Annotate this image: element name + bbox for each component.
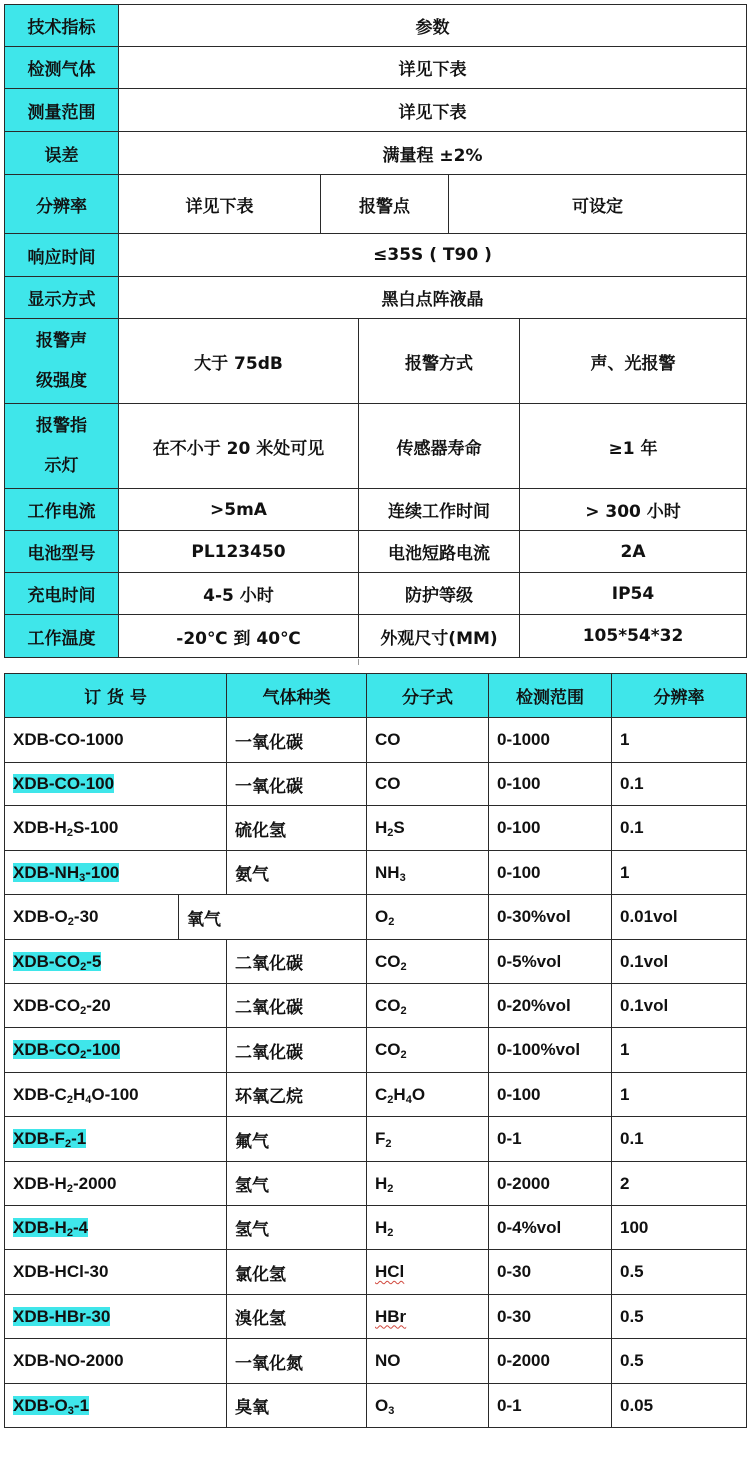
order-gas-cell: 氯化氢 — [227, 1250, 367, 1295]
order-formula-text — [375, 1174, 393, 1193]
spec-current-label: 工作电流 — [5, 489, 119, 531]
order-model-text — [13, 1129, 86, 1148]
spec-sound-label-line2: 级强度 — [36, 371, 87, 391]
text-part: -1 — [73, 1395, 90, 1415]
text-part: O-100 — [91, 1084, 139, 1104]
spec-range-label: 测量范围 — [5, 89, 119, 132]
order-model-cell — [5, 1250, 227, 1295]
order-formula-text — [375, 1307, 406, 1326]
subscript: 3 — [388, 1404, 395, 1417]
order-table — [4, 673, 747, 1428]
order-range-cell: 0-30%vol — [489, 895, 612, 940]
order-header-model: 订 货 号 — [5, 674, 227, 718]
text-part: F — [375, 1129, 386, 1148]
order-resolution-cell: 0.1 — [612, 806, 747, 851]
order-gas-cell: 氢气 — [227, 1162, 367, 1206]
order-formula-cell — [367, 806, 489, 851]
subscript: 2 — [67, 916, 74, 928]
spec-temp-value: -20℃ 到 40℃ — [119, 615, 359, 658]
order-row — [5, 1339, 747, 1384]
text-part: -1 — [71, 1129, 87, 1148]
order-model-cell — [5, 851, 227, 895]
spec-range-value: 详见下表 — [119, 89, 747, 132]
order-formula-cell — [367, 895, 489, 940]
subscript: 2 — [387, 1226, 394, 1239]
order-formula-cell — [367, 1206, 489, 1250]
spec-alarm-label: 报警点 — [321, 175, 449, 234]
text-part: XDB-CO — [13, 951, 81, 971]
order-formula-cell — [367, 763, 489, 806]
text-part: XDB-CO-100 — [13, 774, 115, 793]
text-part: XDB-HCl-30 — [13, 1262, 109, 1281]
order-row — [5, 851, 747, 895]
text-part: H — [393, 1084, 406, 1104]
text-part: CO — [375, 774, 401, 793]
order-model-text — [13, 907, 98, 926]
spec-sound-value: 大于 75dB — [119, 319, 359, 404]
order-resolution-cell: 0.1vol — [612, 940, 747, 984]
spec-light-label — [5, 404, 119, 489]
text-part: -5 — [86, 951, 102, 971]
text-part: XDB-CO — [13, 995, 81, 1015]
order-row — [5, 1295, 747, 1339]
spec-work-time-value: > 300 小时 — [520, 489, 747, 531]
order-range-cell: 0-1 — [489, 1117, 612, 1162]
order-formula-text — [375, 996, 407, 1015]
spec-protect-label: 防护等级 — [359, 573, 520, 615]
text-part: O — [375, 907, 389, 926]
text-part: CO — [375, 1040, 401, 1059]
subscript: 2 — [387, 1182, 394, 1195]
order-model-cell — [5, 940, 227, 984]
text-part: C — [375, 1084, 388, 1104]
text-part: -100 — [86, 1040, 121, 1059]
order-range-cell: 0-20%vol — [489, 984, 612, 1028]
subscript: 2 — [400, 1049, 407, 1061]
order-formula-text — [375, 907, 394, 926]
text-part: XDB-HBr-30 — [13, 1306, 111, 1326]
spec-response-value: ≤35S ( T90 ) — [119, 234, 747, 277]
order-range-cell: 0-100%vol — [489, 1028, 612, 1073]
subscript: 2 — [388, 916, 395, 928]
spec-temp-label: 工作温度 — [5, 615, 119, 658]
order-resolution-cell: 1 — [612, 851, 747, 895]
subscript: 2 — [64, 1138, 72, 1150]
text-part: S — [393, 818, 405, 837]
spec-gas-value: 详见下表 — [119, 47, 747, 89]
order-gas-cell: 二氧化碳 — [227, 1028, 367, 1073]
order-range-cell: 0-2000 — [489, 1339, 612, 1384]
spec-battery-label: 电池型号 — [5, 531, 119, 573]
order-formula-text — [375, 818, 405, 837]
spec-alarm-value: 可设定 — [449, 175, 747, 234]
spec-resolution-label: 分辨率 — [5, 175, 119, 234]
order-model-cell — [5, 1073, 227, 1117]
order-resolution-cell: 1 — [612, 1073, 747, 1117]
order-gas-cell: 氨气 — [227, 851, 367, 895]
spec-short-current-label: 电池短路电流 — [359, 531, 520, 573]
divider-mark — [358, 659, 359, 665]
order-model-text — [13, 1396, 89, 1415]
order-range-cell: 0-100 — [489, 763, 612, 806]
spec-response-label: 响应时间 — [5, 234, 119, 277]
spec-row-light — [5, 404, 747, 489]
subscript: 4 — [85, 1093, 92, 1106]
order-resolution-cell: 0.5 — [612, 1250, 747, 1295]
order-formula-cell — [367, 1339, 489, 1384]
order-gas-cell: 环氧乙烷 — [227, 1073, 367, 1117]
spec-row-range — [5, 89, 747, 132]
order-row — [5, 1250, 747, 1295]
order-model-cell — [5, 1206, 227, 1250]
text-part: CO — [375, 951, 401, 971]
order-row — [5, 806, 747, 851]
text-part: NO — [375, 1351, 401, 1370]
order-gas-cell: 一氧化氮 — [227, 1339, 367, 1384]
order-resolution-cell: 0.1vol — [612, 984, 747, 1028]
spec-alarm-mode-label: 报警方式 — [359, 319, 520, 404]
spec-alarm-mode-value: 声、光报警 — [520, 319, 747, 404]
order-model-cell — [5, 1339, 227, 1384]
text-part: H — [375, 1217, 388, 1237]
text-part: XDB-O — [13, 1395, 68, 1415]
order-resolution-cell: 0.1 — [612, 763, 747, 806]
order-model-text — [13, 1085, 139, 1104]
text-part: XDB-C — [13, 1084, 67, 1104]
order-header-range: 检测范围 — [489, 674, 612, 718]
text-part: O — [375, 1395, 389, 1415]
subscript: 2 — [66, 1182, 73, 1195]
text-part: -100 — [85, 862, 120, 882]
order-model-text — [13, 1351, 124, 1370]
order-gas-cell: 溴化氢 — [227, 1295, 367, 1339]
spec-gas-label: 检测气体 — [5, 47, 119, 89]
order-formula-text — [375, 1129, 392, 1148]
order-formula-text — [375, 1262, 404, 1281]
subscript: 2 — [80, 1004, 87, 1017]
spec-display-value: 黑白点阵液晶 — [119, 277, 747, 319]
subscript: 4 — [405, 1093, 412, 1106]
order-header-resolution: 分辨率 — [612, 674, 747, 718]
subscript: 3 — [79, 871, 86, 884]
order-formula-text — [375, 863, 406, 882]
order-formula-text — [375, 730, 401, 749]
text-part: NH — [375, 862, 400, 882]
spec-row-charge — [5, 573, 747, 615]
order-formula-cell — [367, 1117, 489, 1162]
spec-display-label: 显示方式 — [5, 277, 119, 319]
spec-size-value: 105*54*32 — [520, 615, 747, 658]
order-header-formula: 分子式 — [367, 674, 489, 718]
order-formula-text — [375, 774, 401, 793]
order-model-text — [13, 996, 111, 1015]
spec-row-battery — [5, 531, 747, 573]
subscript: 3 — [399, 871, 406, 884]
order-row — [5, 895, 747, 940]
text-part: XDB-H — [13, 818, 67, 837]
subscript: 2 — [66, 827, 73, 839]
subscript: 2 — [400, 960, 407, 973]
text-part: XDB-CO — [13, 1040, 81, 1059]
order-row — [5, 1117, 747, 1162]
order-range-cell: 0-4%vol — [489, 1206, 612, 1250]
order-range-cell: 0-100 — [489, 1073, 612, 1117]
text-part: XDB-NH — [13, 862, 80, 882]
order-resolution-cell: 0.05 — [612, 1384, 747, 1428]
order-formula-text — [375, 1085, 425, 1104]
spec-light-value: 在不小于 20 米处可见 — [119, 404, 359, 489]
spec-row-response — [5, 234, 747, 277]
order-model-text — [13, 1262, 108, 1281]
text-part: XDB-H — [13, 1217, 67, 1237]
spec-resolution-value: 详见下表 — [119, 175, 321, 234]
order-model-cell — [5, 718, 227, 763]
order-model-text — [13, 774, 114, 793]
order-resolution-cell: 1 — [612, 1028, 747, 1073]
order-gas-cell: 二氧化碳 — [227, 984, 367, 1028]
spec-row-resolution — [5, 175, 747, 234]
spec-work-time-label: 连续工作时间 — [359, 489, 520, 531]
order-model-cell — [5, 1295, 227, 1339]
spec-protect-value: IP54 — [520, 573, 747, 615]
spec-sensor-life-label: 传感器寿命 — [359, 404, 520, 489]
subscript: 2 — [385, 1138, 392, 1150]
subscript: 2 — [66, 1093, 73, 1106]
spec-row-gas — [5, 47, 747, 89]
order-formula-cell — [367, 1028, 489, 1073]
subscript: 2 — [387, 1093, 394, 1106]
order-formula-cell — [367, 1384, 489, 1428]
spec-error-value: 满量程 ±2% — [119, 132, 747, 175]
order-range-cell: 0-1 — [489, 1384, 612, 1428]
order-range-cell: 0-30 — [489, 1295, 612, 1339]
spec-row-header — [5, 5, 747, 47]
order-model-cell — [5, 1162, 227, 1206]
order-model-text — [13, 1218, 88, 1237]
order-range-cell: 0-5%vol — [489, 940, 612, 984]
spec-row-sound — [5, 319, 747, 404]
order-range-cell: 0-1000 — [489, 718, 612, 763]
order-formula-cell — [367, 1162, 489, 1206]
text-part: H — [375, 1173, 388, 1193]
text-part: HCl — [375, 1262, 405, 1281]
order-gas-cell: 氢气 — [227, 1206, 367, 1250]
order-model-cell — [5, 895, 179, 940]
order-row — [5, 1206, 747, 1250]
spec-size-label: 外观尺寸(MM) — [359, 615, 520, 658]
order-formula-cell — [367, 1295, 489, 1339]
order-model-text — [13, 730, 124, 749]
subscript: 2 — [387, 827, 394, 839]
spec-battery-value: PL123450 — [119, 531, 359, 573]
order-row — [5, 940, 747, 984]
text-part: -2000 — [72, 1173, 117, 1193]
order-formula-text — [375, 1218, 393, 1237]
order-range-cell: 0-2000 — [489, 1162, 612, 1206]
order-model-cell — [5, 763, 227, 806]
order-resolution-cell: 1 — [612, 718, 747, 763]
order-formula-cell — [367, 984, 489, 1028]
order-model-text — [13, 863, 119, 882]
spec-charge-value: 4-5 小时 — [119, 573, 359, 615]
order-resolution-cell: 100 — [612, 1206, 747, 1250]
order-gas-cell: 氟气 — [227, 1117, 367, 1162]
text-part: XDB-O — [13, 907, 68, 926]
order-row — [5, 1384, 747, 1428]
text-part: -30 — [73, 907, 99, 926]
text-part: S-100 — [72, 818, 119, 837]
order-resolution-cell: 0.5 — [612, 1295, 747, 1339]
text-part: -4 — [72, 1217, 89, 1237]
order-range-cell: 0-100 — [489, 806, 612, 851]
order-row — [5, 763, 747, 806]
spec-light-label-line2: 示灯 — [44, 456, 79, 476]
order-formula-cell — [367, 1250, 489, 1295]
text-part: XDB-H — [13, 1173, 67, 1193]
order-model-cell — [5, 1384, 227, 1428]
spec-light-label-line1: 报警指 — [36, 416, 87, 436]
text-part: XDB-CO-1000 — [13, 730, 124, 749]
spec-sound-label — [5, 319, 119, 404]
spec-charge-label: 充电时间 — [5, 573, 119, 615]
spec-sound-label-line1: 报警声 — [36, 331, 87, 351]
order-range-cell: 0-30 — [489, 1250, 612, 1295]
spec-error-label: 误差 — [5, 132, 119, 175]
order-resolution-cell: 0.01vol — [612, 895, 747, 940]
order-formula-cell — [367, 718, 489, 763]
text-part: H — [72, 1084, 86, 1104]
order-header-row — [5, 674, 747, 718]
spec-row-temp — [5, 615, 747, 658]
order-row — [5, 718, 747, 763]
order-model-text — [13, 1040, 120, 1059]
subscript: 2 — [80, 1049, 87, 1061]
text-part: CO — [375, 730, 401, 749]
order-gas-cell: 一氧化碳 — [227, 763, 367, 806]
subscript: 2 — [400, 1004, 407, 1017]
order-formula-cell — [367, 851, 489, 895]
order-row — [5, 1162, 747, 1206]
text-part: H — [375, 818, 388, 837]
order-model-text — [13, 1307, 110, 1326]
text-part: HBr — [375, 1306, 407, 1326]
spec-header-value: 参数 — [119, 5, 747, 47]
order-model-text — [13, 952, 101, 971]
order-range-cell: 0-100 — [489, 851, 612, 895]
spec-row-display — [5, 277, 747, 319]
order-resolution-cell: 2 — [612, 1162, 747, 1206]
order-header-gas: 气体种类 — [227, 674, 367, 718]
order-resolution-cell: 0.1 — [612, 1117, 747, 1162]
spec-row-error — [5, 132, 747, 175]
spec-sensor-life-value: ≥1 年 — [520, 404, 747, 489]
text-part: CO — [375, 995, 401, 1015]
order-model-cell — [5, 806, 227, 851]
order-formula-text — [375, 952, 407, 971]
text-part: -20 — [86, 995, 111, 1015]
order-model-cell — [5, 1117, 227, 1162]
order-formula-cell — [367, 1073, 489, 1117]
order-model-text — [13, 1174, 116, 1193]
order-formula-cell — [367, 940, 489, 984]
order-gas-cell: 臭氧 — [227, 1384, 367, 1428]
order-formula-text — [375, 1040, 407, 1059]
spec-table — [4, 4, 747, 658]
order-model-cell — [5, 984, 227, 1028]
spec-header-label: 技术指标 — [5, 5, 119, 47]
order-gas-cell: 一氧化碳 — [227, 718, 367, 763]
order-formula-text — [375, 1396, 394, 1415]
subscript: 3 — [67, 1404, 74, 1417]
spec-short-current-value: 2A — [520, 531, 747, 573]
order-model-text — [13, 818, 118, 837]
subscript: 2 — [80, 960, 87, 973]
order-row — [5, 1028, 747, 1073]
order-resolution-cell: 0.5 — [612, 1339, 747, 1384]
order-gas-cell: 二氧化碳 — [227, 940, 367, 984]
text-part: O — [411, 1084, 426, 1104]
text-part: XDB-F — [13, 1129, 65, 1148]
text-part: XDB-NO-2000 — [13, 1351, 124, 1370]
order-gas-cell: 氧气 — [179, 895, 367, 940]
order-row — [5, 1073, 747, 1117]
order-gas-cell: 硫化氢 — [227, 806, 367, 851]
spec-current-value: >5mA — [119, 489, 359, 531]
order-row — [5, 984, 747, 1028]
order-model-cell — [5, 1028, 227, 1073]
spec-row-current — [5, 489, 747, 531]
subscript: 2 — [66, 1226, 73, 1239]
order-formula-text — [375, 1351, 401, 1370]
